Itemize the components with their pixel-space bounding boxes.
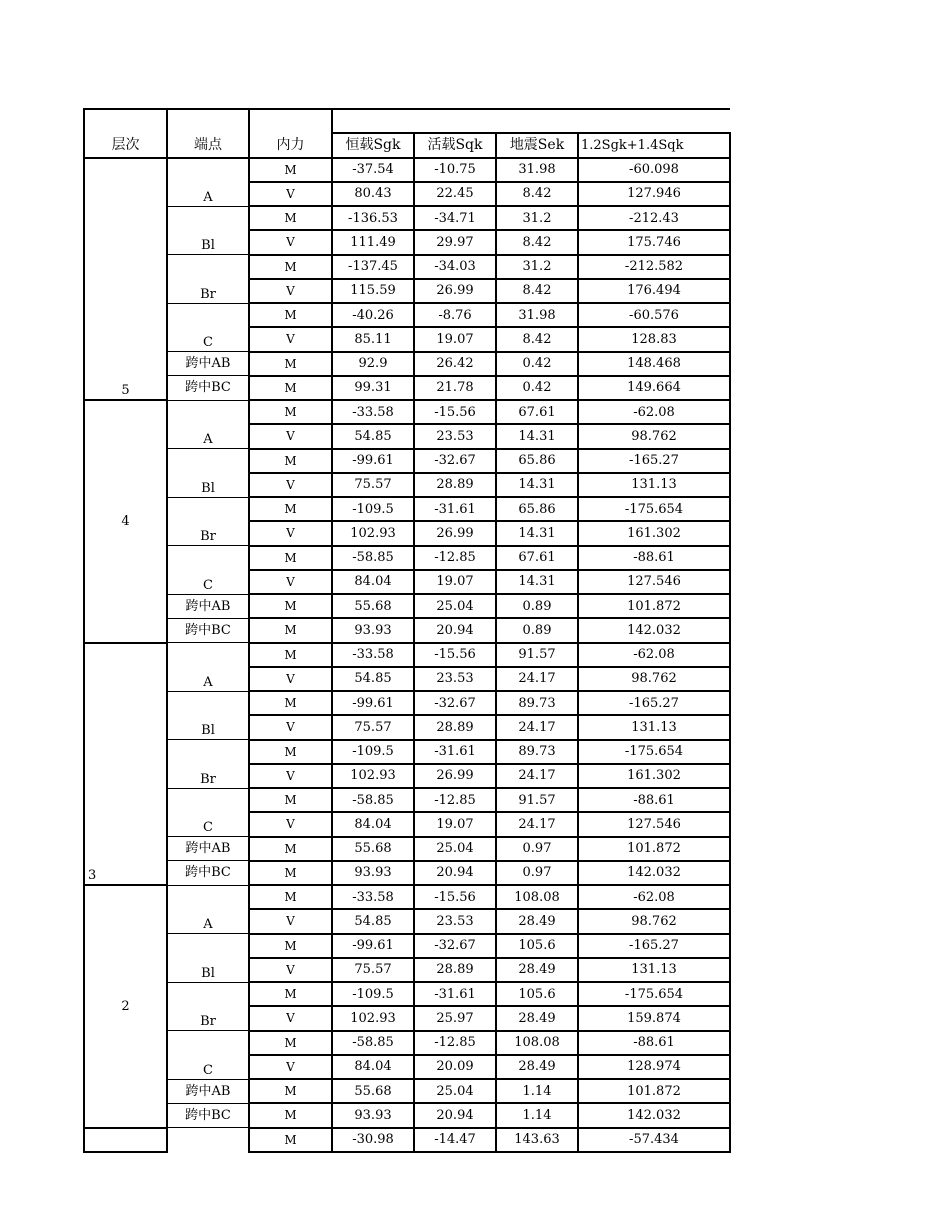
dead-load-value: 84.04: [332, 812, 414, 836]
dead-load-value: -40.26: [332, 303, 414, 327]
live-load-value: 20.94: [414, 618, 496, 642]
combination-value: 128.83: [578, 327, 730, 351]
force-cell: V: [249, 715, 332, 739]
seismic-load-value: 28.49: [496, 1006, 578, 1030]
force-cell: M: [249, 982, 332, 1006]
dead-load-value: 75.57: [332, 473, 414, 497]
force-cell: M: [249, 376, 332, 400]
force-cell: M: [249, 885, 332, 909]
force-cell: M: [249, 618, 332, 642]
live-load-value: -15.56: [414, 885, 496, 909]
seismic-load-value: 31.2: [496, 206, 578, 230]
header-row: [84, 133, 730, 157]
live-load-value: -34.03: [414, 255, 496, 279]
live-load-value: 28.89: [414, 715, 496, 739]
combination-value: -88.61: [578, 1031, 730, 1055]
combination-value: 128.974: [578, 1055, 730, 1079]
endpoint-cell: 跨中AB: [167, 1079, 249, 1103]
endpoint-cell: 跨中BC: [167, 376, 249, 400]
seismic-load-value: 1.14: [496, 1103, 578, 1127]
endpoint-cell: Br: [167, 497, 249, 546]
live-load-value: -15.56: [414, 400, 496, 424]
seismic-load-value: 143.63: [496, 1128, 578, 1152]
endpoint-cell: Br: [167, 740, 249, 789]
endpoint-cell: A: [167, 158, 249, 207]
dead-load-value: 55.68: [332, 837, 414, 861]
combination-value: 101.872: [578, 837, 730, 861]
table-row: [84, 837, 730, 861]
seismic-load-value: 91.57: [496, 643, 578, 667]
dead-load-value: -30.98: [332, 1128, 414, 1152]
live-load-value: 29.97: [414, 230, 496, 254]
dead-load-header: 恒载Sgk: [332, 133, 414, 157]
seismic-load-value: 91.57: [496, 788, 578, 812]
table-row: [84, 934, 730, 958]
endpoint-cell: Bl: [167, 691, 249, 740]
seismic-load-value: 67.61: [496, 400, 578, 424]
endpoint-header: 端点: [167, 133, 249, 157]
endpoint-cell: A: [167, 885, 249, 934]
table-row: [84, 449, 730, 473]
table-row: [84, 740, 730, 764]
dead-load-value: 93.93: [332, 861, 414, 885]
force-cell: M: [249, 1079, 332, 1103]
live-load-value: 19.07: [414, 570, 496, 594]
table-row: [84, 691, 730, 715]
force-cell: M: [249, 255, 332, 279]
combination-value: 161.302: [578, 764, 730, 788]
endpoint-cell: Br: [167, 982, 249, 1031]
header-spacer-cell: [167, 109, 249, 133]
endpoint-cell: 跨中BC: [167, 1103, 249, 1127]
seismic-load-value: 28.49: [496, 1055, 578, 1079]
combination-value: -212.582: [578, 255, 730, 279]
live-load-value: -12.85: [414, 1031, 496, 1055]
combination-value: -57.434: [578, 1128, 730, 1152]
combination-value: -165.27: [578, 934, 730, 958]
dead-load-value: -33.58: [332, 885, 414, 909]
seismic-load-value: 108.08: [496, 885, 578, 909]
combination-value: -175.654: [578, 982, 730, 1006]
combination-value: 131.13: [578, 473, 730, 497]
seismic-load-value: 28.49: [496, 909, 578, 933]
endpoint-cell: C: [167, 546, 249, 595]
live-load-value: 20.94: [414, 1103, 496, 1127]
table-row: [84, 594, 730, 618]
live-load-value: -14.47: [414, 1128, 496, 1152]
seismic-load-value: 8.42: [496, 327, 578, 351]
combination-value: -88.61: [578, 546, 730, 570]
seismic-load-value: 1.14: [496, 1079, 578, 1103]
combination-value: 176.494: [578, 279, 730, 303]
seismic-load-value: 0.89: [496, 594, 578, 618]
layer-cell: 2: [84, 885, 167, 1128]
table-row: [84, 1103, 730, 1127]
combination-value: 131.13: [578, 715, 730, 739]
seismic-load-value: 89.73: [496, 740, 578, 764]
layer-cell: 4: [84, 400, 167, 643]
dead-load-value: 102.93: [332, 764, 414, 788]
seismic-load-value: 31.2: [496, 255, 578, 279]
seismic-load-value: 24.17: [496, 812, 578, 836]
force-cell: V: [249, 909, 332, 933]
combination-value: -62.08: [578, 885, 730, 909]
live-load-header: 活载Sqk: [414, 133, 496, 157]
seismic-load-value: 31.98: [496, 303, 578, 327]
dead-load-value: 84.04: [332, 1055, 414, 1079]
dead-load-value: -58.85: [332, 788, 414, 812]
endpoint-cell: C: [167, 303, 249, 352]
endpoint-cell: 跨中AB: [167, 352, 249, 376]
live-load-value: -32.67: [414, 449, 496, 473]
seismic-load-value: 24.17: [496, 715, 578, 739]
force-cell: M: [249, 837, 332, 861]
force-cell: M: [249, 449, 332, 473]
dead-load-value: -137.45: [332, 255, 414, 279]
combination-value: -60.576: [578, 303, 730, 327]
seismic-load-value: 0.97: [496, 837, 578, 861]
force-cell: V: [249, 812, 332, 836]
dead-load-value: 75.57: [332, 715, 414, 739]
seismic-load-value: 31.98: [496, 158, 578, 182]
seismic-load-value: 14.31: [496, 521, 578, 545]
live-load-value: -12.85: [414, 546, 496, 570]
dead-load-value: 93.93: [332, 1103, 414, 1127]
dead-load-value: 102.93: [332, 521, 414, 545]
seismic-load-value: 65.86: [496, 497, 578, 521]
seismic-load-value: 24.17: [496, 667, 578, 691]
seismic-load-value: 14.31: [496, 570, 578, 594]
dead-load-value: 111.49: [332, 230, 414, 254]
seismic-load-value: 0.97: [496, 861, 578, 885]
combination-value: 149.664: [578, 376, 730, 400]
seismic-load-value: 8.42: [496, 279, 578, 303]
force-cell: M: [249, 158, 332, 182]
table-row: [84, 400, 730, 424]
endpoint-cell: C: [167, 1031, 249, 1080]
dead-load-value: 80.43: [332, 182, 414, 206]
live-load-value: 20.94: [414, 861, 496, 885]
table-row: [84, 618, 730, 642]
force-cell: M: [249, 546, 332, 570]
combination-value: 127.546: [578, 812, 730, 836]
live-load-value: 26.99: [414, 279, 496, 303]
force-cell: M: [249, 497, 332, 521]
live-load-value: 19.07: [414, 812, 496, 836]
dead-load-value: -109.5: [332, 982, 414, 1006]
combination-value: 127.546: [578, 570, 730, 594]
table-row: [84, 546, 730, 570]
internal-force-table: [83, 108, 731, 1153]
force-cell: V: [249, 667, 332, 691]
force-cell: M: [249, 643, 332, 667]
dead-load-value: 99.31: [332, 376, 414, 400]
live-load-value: 28.89: [414, 958, 496, 982]
endpoint-cell: Bl: [167, 206, 249, 255]
dead-load-value: -99.61: [332, 934, 414, 958]
force-cell: V: [249, 958, 332, 982]
dead-load-value: 54.85: [332, 909, 414, 933]
dead-load-value: 54.85: [332, 424, 414, 448]
endpoint-cell: 跨中AB: [167, 594, 249, 618]
dead-load-value: -33.58: [332, 643, 414, 667]
live-load-value: 25.04: [414, 1079, 496, 1103]
combination-header: 1.2Sgk+1.4Sqk: [578, 133, 730, 157]
combination-value: 142.032: [578, 1103, 730, 1127]
combination-value: -165.27: [578, 449, 730, 473]
dead-load-value: -37.54: [332, 158, 414, 182]
live-load-value: 25.04: [414, 594, 496, 618]
endpoint-cell: Bl: [167, 934, 249, 983]
seismic-load-value: 8.42: [496, 230, 578, 254]
table-row: [84, 303, 730, 327]
force-cell: M: [249, 740, 332, 764]
force-cell: V: [249, 570, 332, 594]
live-load-value: 23.53: [414, 424, 496, 448]
force-cell: M: [249, 1128, 332, 1152]
table-row: [84, 497, 730, 521]
live-load-value: 28.89: [414, 473, 496, 497]
force-cell: M: [249, 1031, 332, 1055]
combination-value: 101.872: [578, 594, 730, 618]
dead-load-value: 54.85: [332, 667, 414, 691]
table-row: [84, 255, 730, 279]
combination-value: -62.08: [578, 400, 730, 424]
dead-load-value: -99.61: [332, 449, 414, 473]
endpoint-cell: 跨中AB: [167, 837, 249, 861]
live-load-value: 22.45: [414, 182, 496, 206]
seismic-load-value: 67.61: [496, 546, 578, 570]
combination-value: 161.302: [578, 521, 730, 545]
endpoint-cell: Bl: [167, 449, 249, 498]
endpoint-cell: [167, 1128, 249, 1152]
force-cell: V: [249, 473, 332, 497]
force-cell: V: [249, 1006, 332, 1030]
force-cell: M: [249, 400, 332, 424]
seismic-load-value: 14.31: [496, 473, 578, 497]
table-row: [84, 643, 730, 667]
seismic-load-value: 105.6: [496, 982, 578, 1006]
table-body: [84, 109, 730, 1152]
endpoint-cell: 跨中BC: [167, 618, 249, 642]
live-load-value: 26.42: [414, 352, 496, 376]
dead-load-value: -109.5: [332, 740, 414, 764]
table-row: [84, 982, 730, 1006]
live-load-value: -32.67: [414, 691, 496, 715]
layer-cell: 5: [84, 158, 167, 401]
combination-value: -60.098: [578, 158, 730, 182]
live-load-value: -15.56: [414, 643, 496, 667]
header-group-cell: [332, 109, 730, 133]
table-row: [84, 1079, 730, 1103]
combination-value: 98.762: [578, 667, 730, 691]
live-load-value: -12.85: [414, 788, 496, 812]
table-row: [84, 376, 730, 400]
dead-load-value: 55.68: [332, 1079, 414, 1103]
force-cell: V: [249, 327, 332, 351]
seismic-load-value: 28.49: [496, 958, 578, 982]
seismic-load-value: 105.6: [496, 934, 578, 958]
force-cell: V: [249, 1055, 332, 1079]
force-cell: M: [249, 303, 332, 327]
dead-load-value: 102.93: [332, 1006, 414, 1030]
dead-load-value: -33.58: [332, 400, 414, 424]
force-cell: V: [249, 764, 332, 788]
live-load-value: -34.71: [414, 206, 496, 230]
seismic-load-value: 89.73: [496, 691, 578, 715]
live-load-value: 26.99: [414, 521, 496, 545]
force-cell: V: [249, 230, 332, 254]
table-row: [84, 885, 730, 909]
live-load-value: 21.78: [414, 376, 496, 400]
combination-value: 148.468: [578, 352, 730, 376]
live-load-value: -10.75: [414, 158, 496, 182]
combination-value: -175.654: [578, 740, 730, 764]
endpoint-cell: C: [167, 788, 249, 837]
table-row: [84, 352, 730, 376]
dead-load-value: 85.11: [332, 327, 414, 351]
force-cell: M: [249, 934, 332, 958]
endpoint-cell: A: [167, 400, 249, 449]
force-cell: M: [249, 1103, 332, 1127]
force-cell: M: [249, 594, 332, 618]
force-cell: M: [249, 691, 332, 715]
force-cell: M: [249, 352, 332, 376]
combination-value: 159.874: [578, 1006, 730, 1030]
endpoint-cell: 跨中BC: [167, 861, 249, 885]
combination-value: -165.27: [578, 691, 730, 715]
force-cell: M: [249, 861, 332, 885]
combination-value: 131.13: [578, 958, 730, 982]
force-cell: V: [249, 182, 332, 206]
combination-value: -62.08: [578, 643, 730, 667]
live-load-value: 19.07: [414, 327, 496, 351]
seismic-load-value: 0.89: [496, 618, 578, 642]
live-load-value: 23.53: [414, 909, 496, 933]
header-row-top: [84, 109, 730, 133]
live-load-value: -31.61: [414, 497, 496, 521]
seismic-load-value: 65.86: [496, 449, 578, 473]
force-cell: M: [249, 206, 332, 230]
seismic-load-value: 14.31: [496, 424, 578, 448]
seismic-load-value: 0.42: [496, 376, 578, 400]
live-load-value: 25.97: [414, 1006, 496, 1030]
combination-value: 101.872: [578, 1079, 730, 1103]
combination-value: 142.032: [578, 861, 730, 885]
live-load-value: -31.61: [414, 982, 496, 1006]
live-load-value: 25.04: [414, 837, 496, 861]
table-row: [84, 1128, 730, 1152]
seismic-load-value: 8.42: [496, 182, 578, 206]
seismic-load-value: 0.42: [496, 352, 578, 376]
endpoint-cell: Br: [167, 255, 249, 304]
dead-load-value: 55.68: [332, 594, 414, 618]
force-header: 内力: [249, 133, 332, 157]
combination-value: 98.762: [578, 909, 730, 933]
dead-load-value: -58.85: [332, 1031, 414, 1055]
live-load-value: -31.61: [414, 740, 496, 764]
dead-load-value: -109.5: [332, 497, 414, 521]
force-cell: V: [249, 279, 332, 303]
dead-load-value: 93.93: [332, 618, 414, 642]
layer-cell: 3: [84, 643, 167, 886]
live-load-value: 23.53: [414, 667, 496, 691]
combination-value: 98.762: [578, 424, 730, 448]
table-row: [84, 1031, 730, 1055]
header-spacer-cell: [249, 109, 332, 133]
table-row: [84, 861, 730, 885]
live-load-value: -8.76: [414, 303, 496, 327]
combination-value: -212.43: [578, 206, 730, 230]
force-cell: V: [249, 424, 332, 448]
seismic-load-header: 地震Sek: [496, 133, 578, 157]
force-cell: V: [249, 521, 332, 545]
dead-load-value: 84.04: [332, 570, 414, 594]
combination-value: 127.946: [578, 182, 730, 206]
table-row: [84, 788, 730, 812]
dead-load-value: -99.61: [332, 691, 414, 715]
dead-load-value: -136.53: [332, 206, 414, 230]
dead-load-value: 92.9: [332, 352, 414, 376]
layer-cell: [84, 1128, 167, 1152]
seismic-load-value: 108.08: [496, 1031, 578, 1055]
table-row: [84, 206, 730, 230]
combination-value: -88.61: [578, 788, 730, 812]
dead-load-value: -58.85: [332, 546, 414, 570]
force-cell: M: [249, 788, 332, 812]
dead-load-value: 75.57: [332, 958, 414, 982]
combination-value: -175.654: [578, 497, 730, 521]
combination-value: 175.746: [578, 230, 730, 254]
live-load-value: 20.09: [414, 1055, 496, 1079]
live-load-value: 26.99: [414, 764, 496, 788]
layer-header: 层次: [84, 133, 167, 157]
header-spacer-cell: [84, 109, 167, 133]
combination-value: 142.032: [578, 618, 730, 642]
live-load-value: -32.67: [414, 934, 496, 958]
seismic-load-value: 24.17: [496, 764, 578, 788]
dead-load-value: 115.59: [332, 279, 414, 303]
endpoint-cell: A: [167, 643, 249, 692]
table-row: [84, 158, 730, 182]
